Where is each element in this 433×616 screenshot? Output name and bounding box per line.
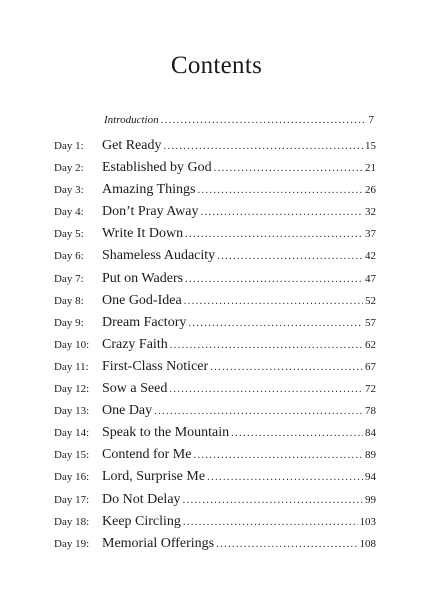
dot-leader: [231, 427, 363, 439]
page-number: 32: [365, 206, 376, 219]
day-label: Day 10:: [54, 338, 90, 351]
day-label: Day 13:: [54, 405, 90, 418]
toc-entry[interactable]: [54, 359, 376, 381]
day-label: Day 12:: [54, 383, 90, 396]
day-label: Day 9:: [54, 316, 84, 329]
chapter-title: Lord, Surprise Me: [102, 469, 206, 485]
chapter-title: Contend for Me: [102, 447, 192, 463]
toc-entry[interactable]: [54, 536, 376, 558]
day-label: Day 2:: [54, 162, 84, 175]
dot-leader: [200, 206, 363, 218]
chapter-title: Dream Factory: [102, 314, 187, 330]
day-label: Day 17:: [54, 493, 90, 506]
day-label: Day 5:: [54, 228, 84, 241]
page-number: 67: [365, 360, 376, 373]
page-number: 99: [365, 493, 376, 506]
page-number: 62: [365, 338, 376, 351]
chapter-title: Don’t Pray Away: [102, 204, 199, 220]
chapter-title: One Day: [102, 403, 153, 419]
chapter-title: Speak to the Mountain: [102, 425, 230, 441]
toc-entry[interactable]: [54, 271, 376, 293]
chapter-title: Crazy Faith: [102, 336, 168, 352]
page-number: 26: [365, 184, 376, 197]
dot-leader: [170, 339, 363, 351]
introduction-label: Introduction: [104, 114, 159, 126]
dot-leader: [163, 140, 363, 152]
dot-leader: [207, 471, 363, 483]
page-number: 21: [365, 162, 376, 175]
toc-entry[interactable]: [54, 403, 376, 425]
page-number: 84: [365, 427, 376, 440]
toc-introduction-entry[interactable]: [104, 114, 374, 126]
toc-entry-list: [54, 138, 376, 558]
chapter-title: Amazing Things: [102, 182, 196, 198]
toc-entry[interactable]: [54, 469, 376, 491]
toc-entry[interactable]: [54, 248, 376, 270]
toc-entry[interactable]: [54, 160, 376, 182]
toc-entry[interactable]: [54, 381, 376, 403]
page-number: 15: [365, 140, 376, 152]
chapter-title: Put on Waders: [102, 270, 184, 286]
day-label: Day 19:: [54, 537, 90, 550]
day-label: Day 14:: [54, 427, 90, 440]
toc-entry[interactable]: [54, 315, 376, 337]
dot-leader: [154, 405, 363, 417]
dot-leader: [193, 449, 363, 461]
toc-entry[interactable]: [54, 447, 376, 469]
dot-leader: [183, 516, 358, 528]
toc-entry[interactable]: [54, 337, 376, 359]
dot-leader: [183, 494, 363, 506]
page-number: 42: [365, 250, 376, 263]
day-label: Day 6:: [54, 250, 84, 263]
page-number: 94: [365, 471, 376, 484]
chapter-title: Write It Down: [102, 226, 184, 242]
chapter-title: Get Ready: [102, 138, 162, 153]
chapter-title: Established by God: [102, 160, 212, 176]
page-number: 52: [365, 294, 376, 307]
toc-entry[interactable]: [54, 138, 376, 160]
toc-entry[interactable]: [54, 226, 376, 248]
toc-entry[interactable]: [54, 425, 376, 447]
dot-leader: [161, 114, 367, 126]
day-label: Day 18:: [54, 515, 90, 528]
toc-entry[interactable]: [54, 492, 376, 514]
page-number: 108: [359, 537, 376, 550]
chapter-title: Keep Circling: [102, 513, 181, 529]
chapter-title: One God-Idea: [102, 292, 182, 308]
dot-leader: [185, 273, 363, 285]
day-label: Day 4:: [54, 206, 84, 219]
page-number: 78: [365, 405, 376, 418]
dot-leader: [185, 228, 363, 240]
dot-leader: [217, 250, 363, 262]
dot-leader: [210, 361, 363, 373]
page-number: 47: [365, 272, 376, 285]
page-number: 103: [359, 515, 376, 528]
page-number: 37: [365, 228, 376, 241]
dot-leader: [214, 162, 363, 174]
day-label: Day 3:: [54, 184, 84, 197]
toc-entry[interactable]: [54, 182, 376, 204]
day-label: Day 15:: [54, 449, 90, 462]
dot-leader: [197, 184, 363, 196]
page-number: 72: [365, 383, 376, 396]
page-number: 89: [365, 449, 376, 462]
dot-leader: [184, 295, 363, 307]
chapter-title: Memorial Offerings: [102, 535, 215, 551]
toc-entry[interactable]: [54, 204, 376, 226]
day-label: Day 7:: [54, 272, 84, 285]
day-label: Day 8:: [54, 294, 84, 307]
toc-entry[interactable]: [54, 293, 376, 315]
chapter-title: Sow a Seed: [102, 381, 168, 397]
dot-leader: [216, 538, 357, 550]
dot-leader: [169, 383, 363, 395]
toc-entry[interactable]: [54, 514, 376, 536]
dot-leader: [188, 317, 363, 329]
day-label: Day 11:: [54, 360, 89, 373]
chapter-title: First-Class Noticer: [102, 358, 209, 374]
page-number: 57: [365, 316, 376, 329]
chapter-title: Do Not Delay: [102, 491, 181, 507]
page-title: Contents: [170, 52, 263, 79]
day-label: Day 16:: [54, 471, 90, 484]
chapter-title: Shameless Audacity: [102, 248, 216, 264]
introduction-page-number: 7: [368, 114, 374, 126]
day-label: Day 1:: [54, 140, 84, 152]
